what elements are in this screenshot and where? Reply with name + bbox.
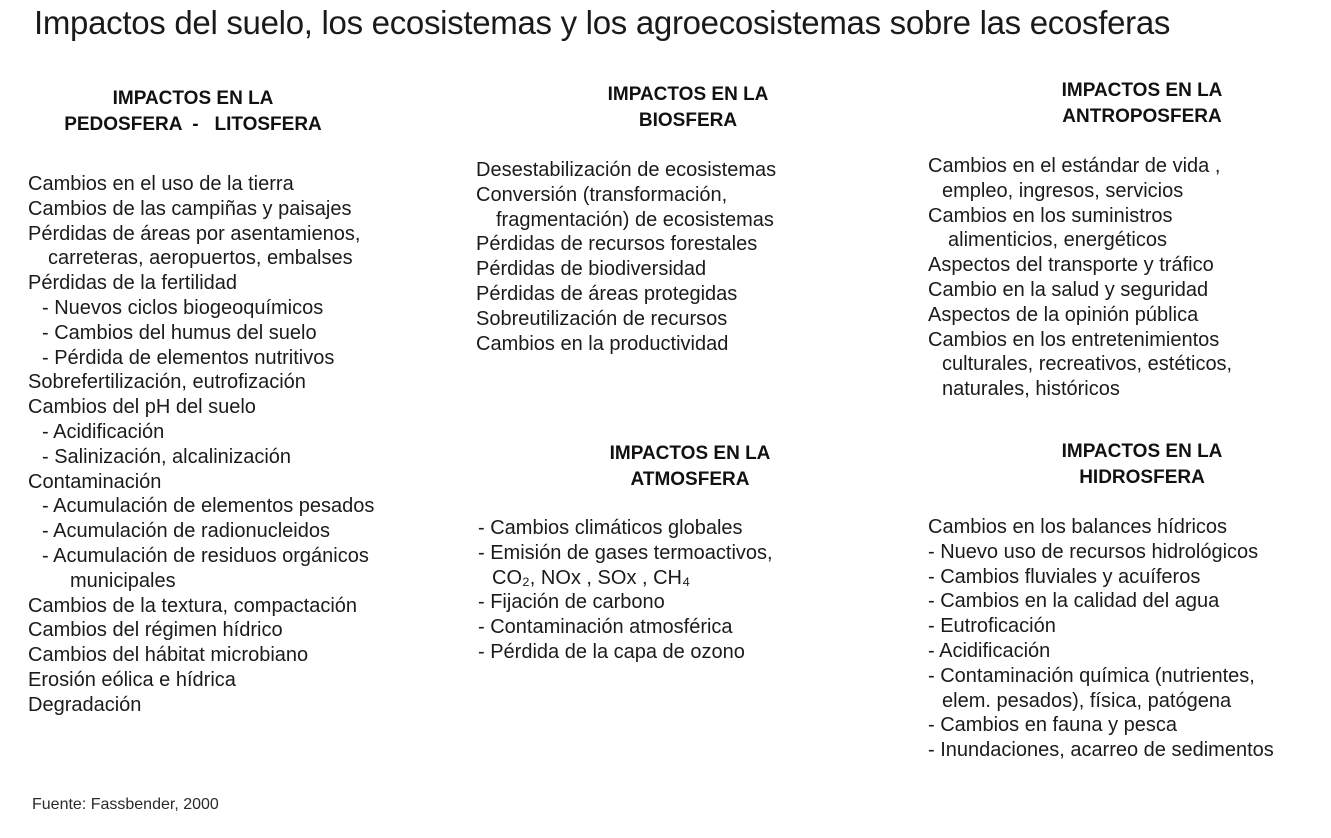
- list-item: - Pérdida de elementos nutritivos: [42, 346, 335, 369]
- list-item: - Cambios del humus del suelo: [42, 321, 317, 344]
- list-item: - Acumulación de residuos orgánicos: [42, 544, 369, 567]
- heading-line-2: ANTROPOSFERA: [1062, 106, 1222, 127]
- impact-list: [476, 158, 876, 356]
- list-item: - Inundaciones, acarreo de sedimentos: [928, 739, 1274, 762]
- section-heading: [478, 441, 902, 493]
- list-item: Cambios en la productividad: [476, 332, 729, 355]
- list-item: Cambios del hábitat microbiano: [28, 644, 309, 667]
- list-item: Cambios en los suministros: [928, 204, 1173, 227]
- list-item: Desestabilización de ecosistemas: [476, 159, 777, 181]
- heading-line-1: IMPACTOS EN LA: [609, 443, 771, 464]
- list-item: Pérdidas de áreas protegidas: [476, 282, 738, 305]
- list-item: Aspectos de la opinión pública: [928, 303, 1199, 326]
- list-item: Conversión (transformación,: [476, 183, 728, 206]
- impact-list: [928, 154, 1328, 402]
- list-item: - Contaminación atmosférica: [478, 616, 733, 639]
- list-item: Pérdidas de biodiversidad: [476, 258, 707, 281]
- section-antroposfera: [928, 78, 1328, 402]
- list-item: Pérdidas de áreas por asentamienos,: [28, 222, 361, 245]
- list-item: carreteras, aeropuertos, embalses: [48, 247, 353, 270]
- impact-list: [928, 515, 1328, 763]
- list-item: - Cambios en fauna y pesca: [928, 714, 1178, 737]
- list-item: Cambios en los balances hídricos: [928, 516, 1228, 538]
- list-item: Cambios en el uso de la tierra: [28, 173, 294, 195]
- list-item: Pérdidas de la fertilidad: [28, 272, 238, 295]
- list-item: Pérdidas de recursos forestales: [476, 233, 758, 256]
- list-item: - Emisión de gases termoactivos,: [478, 541, 773, 564]
- page-title: Impactos del suelo, los ecosistemas y los agroecosistemas sobre las ecosferas: [34, 4, 1171, 41]
- list-item: alimenticios, energéticos: [948, 229, 1167, 252]
- list-item: Cambios en el estándar de vida ,: [928, 155, 1221, 177]
- list-item: - Acidificación: [928, 639, 1051, 662]
- list-item: culturales, recreativos, estéticos,: [942, 353, 1233, 376]
- section-pedosfera: [28, 86, 438, 718]
- section-atmosfera: [478, 441, 878, 665]
- list-item: Cambios de las campiñas y paisajes: [28, 197, 352, 220]
- list-item: Degradación: [28, 693, 142, 716]
- list-item: Sobrefertilización, eutrofización: [28, 371, 306, 394]
- list-item: - Acumulación de radionucleidos: [42, 520, 330, 543]
- list-item: municipales: [70, 569, 176, 592]
- section-heading: [28, 86, 358, 138]
- heading-line-1: IMPACTOS EN LA: [1061, 441, 1223, 462]
- heading-line-1: IMPACTOS EN LA: [112, 88, 274, 109]
- list-item: - Salinización, alcalinización: [42, 445, 292, 468]
- list-item: naturales, históricos: [942, 378, 1120, 401]
- list-item: fragmentación) de ecosistemas: [496, 208, 774, 231]
- list-item: Cambios de la textura, compactación: [28, 594, 358, 617]
- section-heading: [476, 82, 900, 134]
- list-item: - Acumulación de elementos pesados: [42, 495, 375, 518]
- list-item: CO₂, NOx , SOx , CH₄: [492, 566, 691, 589]
- list-item: - Cambios climáticos globales: [478, 517, 743, 539]
- list-item: Cambios en los entretenimientos: [928, 328, 1220, 351]
- list-item: - Nuevos ciclos biogeoquímicos: [42, 296, 324, 319]
- list-item: - Cambios en la calidad del agua: [928, 590, 1220, 613]
- heading-line-1: IMPACTOS EN LA: [607, 84, 769, 105]
- heading-line-2: PEDOSFERA - LITOSFERA: [64, 114, 322, 135]
- source-citation: Fuente: Fassbender, 2000: [32, 796, 219, 813]
- section-hidrosfera: [928, 439, 1328, 763]
- list-item: Contaminación: [28, 470, 162, 493]
- heading-line-2: ATMOSFERA: [630, 469, 750, 490]
- list-item: Aspectos del transporte y tráfico: [928, 254, 1214, 277]
- impact-list: [28, 172, 438, 718]
- section-heading: [928, 439, 1331, 491]
- list-item: - Acidificación: [42, 420, 165, 443]
- list-item: Sobreutilización de recursos: [476, 307, 728, 330]
- list-item: - Eutroficación: [928, 615, 1056, 638]
- heading-line-2: BIOSFERA: [638, 110, 738, 131]
- list-item: - Fijación de carbono: [478, 591, 665, 614]
- section-heading: [928, 78, 1331, 130]
- list-item: Erosión eólica e hídrica: [28, 668, 236, 691]
- heading-line-2: HIDROSFERA: [1079, 467, 1205, 488]
- section-biosfera: [476, 82, 876, 356]
- list-item: - Cambios fluviales y acuíferos: [928, 565, 1201, 588]
- list-item: - Pérdida de la capa de ozono: [478, 640, 745, 663]
- heading-line-1: IMPACTOS EN LA: [1061, 80, 1223, 101]
- list-item: elem. pesados), física, patógena: [942, 689, 1232, 712]
- list-item: - Contaminación química (nutrientes,: [928, 664, 1255, 687]
- list-item: Cambios del régimen hídrico: [28, 619, 283, 642]
- list-item: Cambio en la salud y seguridad: [928, 278, 1209, 301]
- list-item: - Nuevo uso de recursos hidrológicos: [928, 540, 1259, 563]
- impact-list: [478, 516, 878, 665]
- list-item: empleo, ingresos, servicios: [942, 179, 1184, 202]
- list-item: Cambios del pH del suelo: [28, 396, 256, 419]
